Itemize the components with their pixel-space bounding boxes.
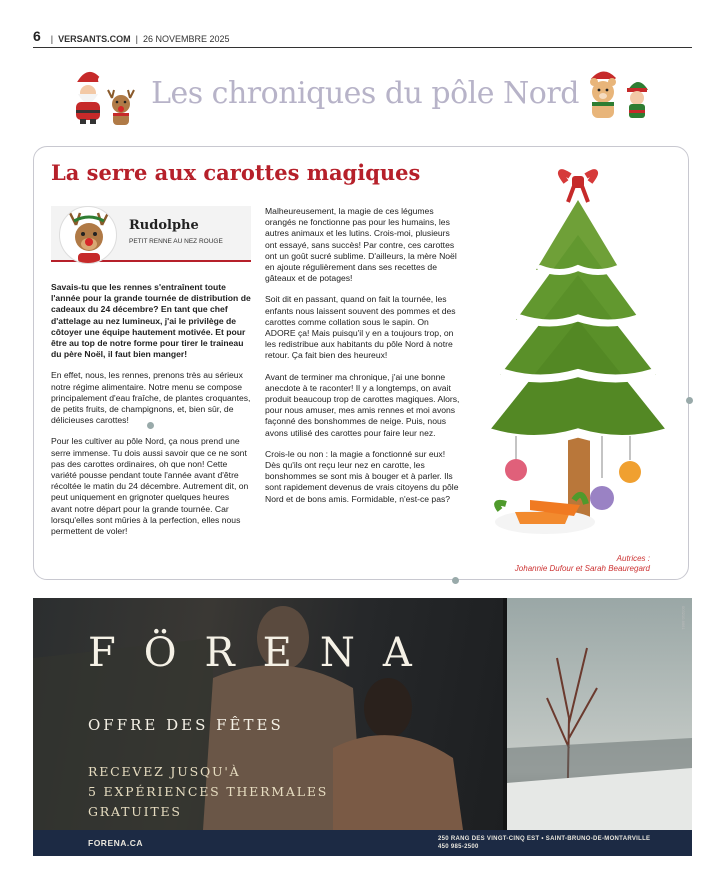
ad-code: 003210-6661 (681, 606, 686, 630)
ad-footer (33, 830, 692, 856)
ad-address (438, 835, 650, 851)
ad-winter-illustration (507, 598, 692, 830)
author-box (51, 206, 251, 262)
ad-offer-line: RECEVEZ JUSQU'À (88, 764, 241, 779)
article-credits (470, 554, 650, 574)
article-paragraph: Pour les cultiver au pôle Nord, ça nous prend une serre immense. Tu dois aussi savoir que ce ne sont pas des carottes ordinaires, oh que non! Cette variété pousse pendant toute l'année avant d'être récoltée le matin du 24 décembre. Autrement dit, on peut uniquement en grignoter quelques heures avant notre départ pour la grande tournée. Car lorsqu'elles sont mûries à la perfection, elles nous permettent de voler! (51, 436, 249, 537)
article-paragraph: Soit dit en passant, quand on fait la tournée, les enfants nous laissent souvent des pommes et des carottes comme collation sous le sapin. On ADORE ça! Mais puisqu'il y en a toujours trop, on les redistribue aux habitants du pôle Nord à notre retour. Ça fait bien des heureux! (265, 294, 456, 361)
section-title: Les chroniques du pôle Nord (151, 76, 579, 111)
frame-dot (452, 577, 459, 584)
christmas-tree-illustration (470, 160, 685, 550)
article-paragraph: Malheureusement, la magie de ces légumes orangés ne fonctionne pas pour les humains, les autres animaux et les lutins. Crois-moi, plusieurs ont essayé, sans succès! Par contre, ces carottes ont un goût sucré sublime. D'ailleurs, la mère Noël en ajoute régulièrement dans ses recettes de gâteaux et de potages! (265, 206, 457, 284)
ad-website-link[interactable]: FORENA.CA (88, 838, 144, 848)
ad-brand-logo: FÖRENA (88, 630, 440, 676)
ad-offer-title: OFFRE DES FÊTES (88, 716, 284, 734)
article-lead: Savais-tu que les rennes s'entraînent toute l'année pour la grande tournée de distribution de cadeaux du 24 décembre? En tant que chef d'attelage au nez lumineux, j'ai le privilège de côtoyer une équipe hautement motivée. Et pour être au top de notre forme pour tirer le traineau du père Noël, il faut bien manger! (51, 282, 251, 360)
santa-icon (68, 66, 108, 124)
bear-icon (582, 66, 624, 122)
article-paragraph: Avant de terminer ma chronique, j'ai une bonne anecdote à te raconter! Il y a longtemps, on avait produit beaucoup trop de carottes magiques. Alors, pour nous amuser, mes amis rennes et moi avons façonné des bonshommes de neige. Puis, nous avons utilisé des carottes pour faire leur nez. (265, 371, 460, 438)
article-column-2 (265, 206, 461, 515)
article-title: La serre aux carottes magiques (51, 160, 421, 185)
article-paragraph: Crois-le ou non : la magie a fonctionné sur eux! Dès qu'ils ont reçu leur nez en carotte, les bonshommes se sont mis à bouger et à parler. Ils sont rapidement devenus de vrais citoyens du pôle Nord et de bons amis. Formidable, n'est-ce pas? (265, 448, 459, 504)
ad-photo-winter (507, 598, 692, 830)
page-header: 6 | VERSANTS.COM | 26 NOVEMBRE 2025 (33, 30, 692, 48)
elf-icon (622, 76, 652, 122)
advertisement[interactable] (33, 598, 692, 856)
issue-date: 26 NOVEMBRE 2025 (143, 34, 230, 44)
ad-offer-details (88, 762, 328, 822)
ad-address-line: 250 RANG DES VINGT-CINQ EST • SAINT-BRUNO-DE-MONTARVILLE (438, 836, 651, 842)
author-role: PETIT RENNE AU NEZ ROUGE (129, 238, 223, 245)
reindeer-icon (104, 88, 138, 128)
ad-phone: 450 985-2500 (438, 844, 479, 850)
ad-offer-line: GRATUITES (88, 804, 182, 819)
ad-offer-line: 5 EXPÉRIENCES THERMALES (88, 784, 329, 799)
article-paragraph: En effet, nous, les rennes, prenons très au sérieux notre régime alimentaire. Notre menu se compose principalement d'eau fraîche, de plantes croquantes, de petits fruits, de champignons, et, bien sûr, de délicieuses carottes! (51, 370, 251, 426)
frame-dot (686, 397, 693, 404)
credit-label: Autrices : (616, 554, 650, 563)
article-column-1 (51, 282, 251, 547)
author-avatar (59, 206, 117, 264)
site-name[interactable]: VERSANTS.COM (58, 34, 131, 44)
reindeer-avatar-icon (60, 207, 117, 264)
author-name: Rudolphe (129, 218, 199, 233)
credit-names: Johannie Dufour et Sarah Beauregard (514, 564, 650, 573)
page-number: 6 (33, 28, 41, 44)
section-banner (60, 62, 665, 132)
